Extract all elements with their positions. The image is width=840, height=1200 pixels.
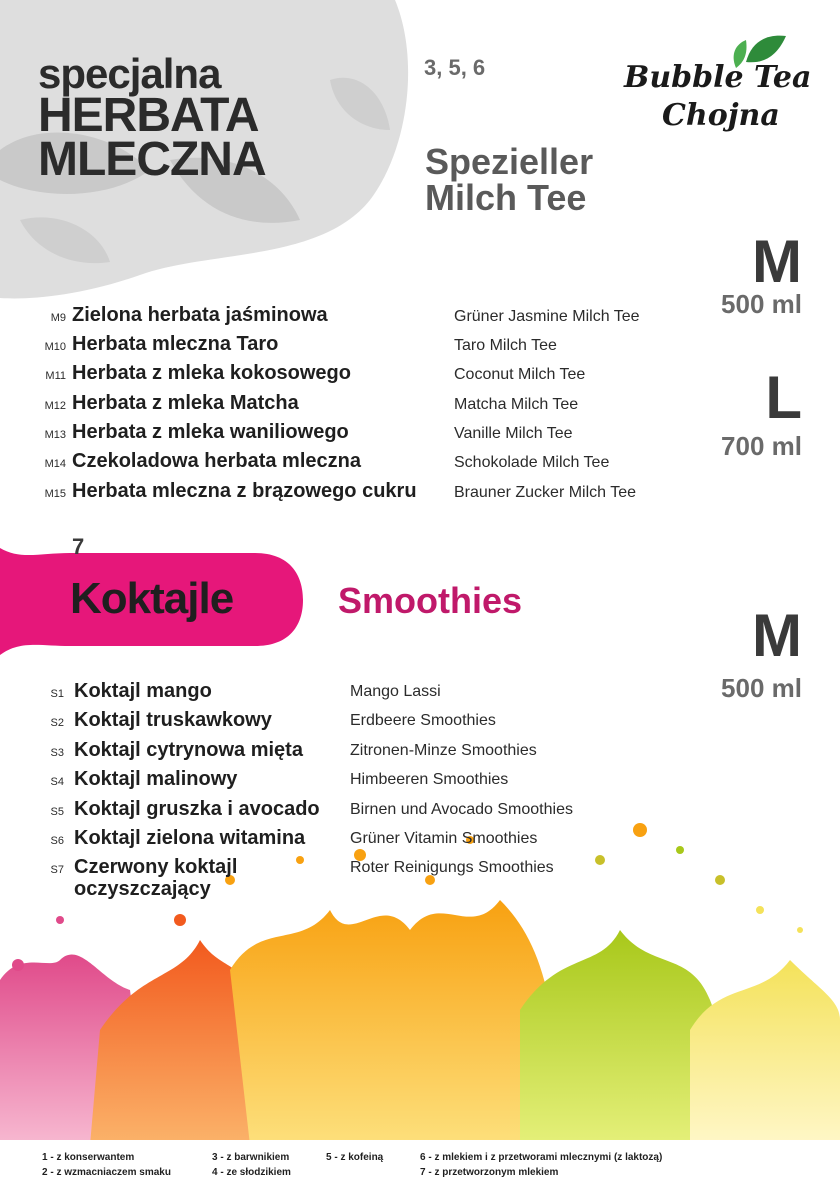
item-name-de: Birnen und Avocado Smoothies [350,801,573,818]
footnote-1: 1 - z konserwantem [42,1152,135,1163]
size-l-volume: 700 ml [721,431,802,461]
item-name-pl: Czerwony koktajl [74,856,238,878]
item-name-pl: Herbata z mleka Matcha [72,392,299,414]
item-name-de: Zitronen-Minze Smoothies [350,742,537,759]
item-name-de: Roter Reinigungs Smoothies [350,859,554,876]
title-de-line1: Spezieller [425,141,594,182]
item-name-pl: Koktajl truskawkowy [74,709,272,731]
item-code: S3 [50,747,64,759]
item-name-pl: Koktajl zielona witamina [74,827,306,849]
footnote-6: 6 - z mlekiem i z przetworami mlecznymi (z laktozą) [420,1152,663,1163]
item-name-pl: Herbata z mleka kokosowego [72,362,351,384]
section-title-de: Smoothies [338,580,523,621]
item-code: S4 [50,776,64,788]
item-code: S1 [50,688,64,700]
smoothies-allergen-code: 7 [72,534,85,559]
yellow-orange-splash [230,900,560,1145]
logo-text-line2: Chojna [662,98,780,133]
size-m-volume: 500 ml [721,289,802,319]
item-name-de: Coconut Milch Tee [454,366,586,383]
item-name-de: Grüner Jasmine Milch Tee [454,308,640,325]
item-name-de: Himbeeren Smoothies [350,771,509,788]
title-pl-line2: HERBATA [38,89,259,142]
item-name-de: Grüner Vitamin Smoothies [350,830,538,847]
item-name-pl: Koktajl gruszka i avocado [74,798,320,820]
item-code: M10 [44,341,66,353]
item-name-de: Taro Milch Tee [454,337,557,354]
size-l: L [765,364,802,431]
item-name-de: Schokolade Milch Tee [454,454,610,471]
item-code: S7 [50,864,64,876]
smoothie-size-volume: 500 ml [721,673,802,703]
item-code: M15 [44,488,66,500]
smoothie-size-m: M [752,602,802,669]
item-code: M14 [44,458,66,470]
item-code: M9 [50,312,66,324]
title-pl-line3: MLECZNA [38,133,266,186]
logo-text-line1: Bubble Tea [624,60,812,95]
item-name-pl: Koktajl malinowy [74,768,238,790]
smoothies-list [0,678,700,908]
item-code: S5 [50,806,64,818]
item-name-pl: Zielona herbata jaśminowa [72,304,328,326]
item-name-de: Brauner Zucker Milch Tee [454,484,636,501]
item-name-de: Erdbeere Smoothies [350,712,496,729]
item-name-de: Mango Lassi [350,683,441,700]
lemon-splash [690,960,840,1145]
footnote-5: 5 - z kofeiną [326,1152,384,1163]
size-m: M [752,228,802,295]
logo [618,34,812,154]
item-name-pl: Czekoladowa herbata mleczna [72,450,361,472]
section-title-pl: Koktajle [70,574,234,623]
item-code: M13 [44,429,66,441]
item-name-pl: Koktajl mango [74,680,212,702]
item-code: S6 [50,835,64,847]
milk-tea-list [0,302,840,512]
allergen-codes: 3, 5, 6 [424,55,486,80]
item-code: S2 [50,717,64,729]
title-german [425,141,594,218]
item-name-de: Vanille Milch Tee [454,425,573,442]
title-polish [38,50,266,186]
item-name-pl: Herbata mleczna Taro [72,333,279,355]
item-name-pl: Herbata mleczna z brązowego cukru [72,480,417,502]
footnote-7: 7 - z przetworzonym mlekiem [420,1167,559,1178]
footnote-legend [0,1140,840,1200]
item-name-de: Matcha Milch Tee [454,396,579,413]
item-name-pl: Herbata z mleka waniliowego [72,421,349,443]
item-name-pl: Koktajl cytrynowa mięta [74,739,303,761]
item-name-pl-line2: oczyszczający [74,878,211,900]
item-code: M11 [45,370,66,382]
footnote-3: 3 - z barwnikiem [212,1152,290,1163]
item-code: M12 [44,400,66,412]
title-de-line2: Milch Tee [425,177,587,218]
footnote-4: 4 - ze słodzikiem [212,1167,291,1178]
title-pl-line1: specjalna [38,50,221,97]
footnote-2: 2 - z wzmacniaczem smaku [42,1167,171,1178]
